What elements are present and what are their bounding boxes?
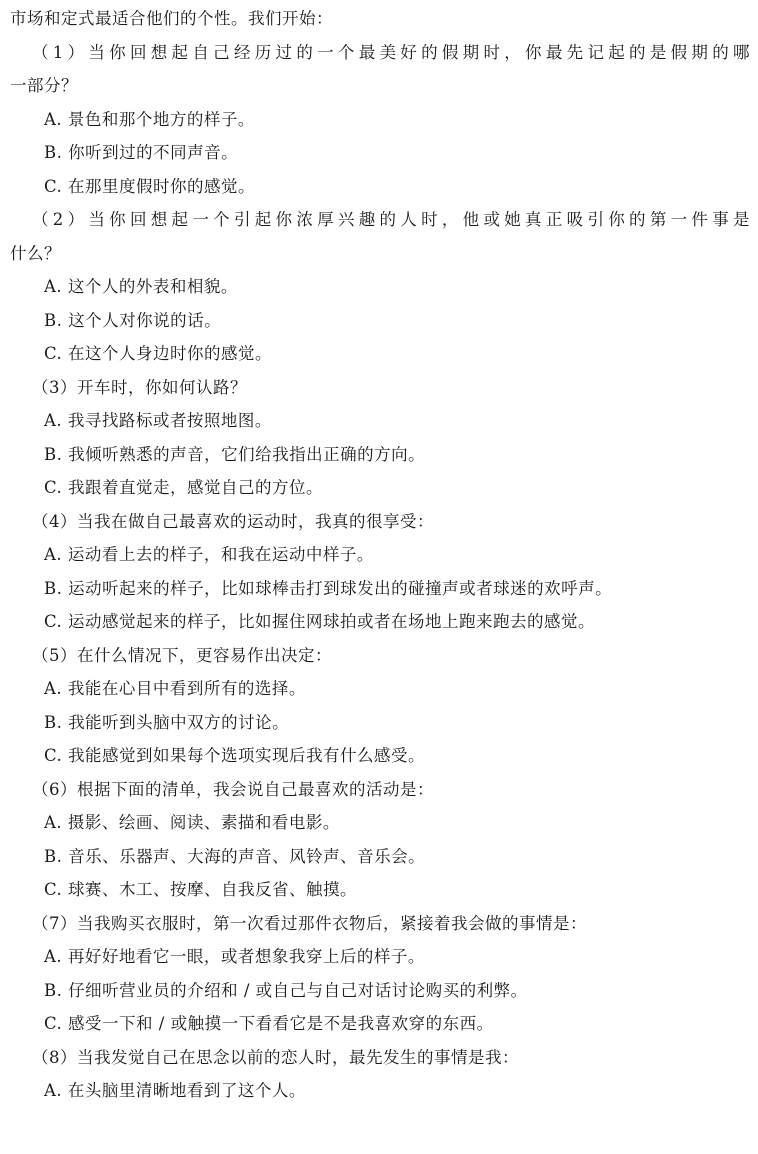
question-1-line-1: （1）当你回想起自己经历过的一个最美好的假期时，你最先记起的是假期的哪 [32, 42, 750, 62]
question-2-line-2: 什么？ [10, 243, 61, 263]
question-4-option-a: A. 运动看上去的样子，和我在运动中样子。 [44, 545, 374, 564]
question-7-option-a: A. 再好好地看它一眼，或者想象我穿上后的样子。 [44, 947, 425, 966]
question-3-option-c: C. 我跟着直觉走，感觉自己的方位。 [44, 478, 324, 497]
question-6-line-1: （6）根据下面的清单，我会说自己最喜欢的活动是： [32, 779, 434, 799]
question-1-line-2: 一部分？ [10, 76, 78, 95]
question-2-option-c: C. 在这个人身边时你的感觉。 [44, 344, 273, 363]
question-7-line-1: （7）当我购买衣服时，第一次看过那件衣物后，紧接着我会做的事情是： [32, 913, 587, 933]
question-5-option-b: B. 我能听到头脑中双方的讨论。 [44, 712, 290, 732]
question-4-option-b: B. 运动听起来的样子，比如球棒击打到球发出的碰撞声或者球迷的欢呼声。 [44, 578, 613, 598]
question-4-line-1: （4）当我在做自己最喜欢的运动时，我真的很享受： [32, 511, 434, 531]
question-6-option-a: A. 摄影、绘画、阅读、素描和看电影。 [44, 813, 340, 832]
question-1-option-a: A. 景色和那个地方的样子。 [44, 109, 255, 129]
question-7-option-c: C. 感受一下和 / 或触摸一下看看它是不是我喜欢穿的东西。 [44, 1014, 494, 1033]
question-2-option-b: B. 这个人对你说的话。 [44, 310, 222, 330]
question-4-option-c: C. 运动感觉起来的样子，比如握住网球拍或者在场地上跑来跑去的感觉。 [44, 612, 596, 631]
question-6-option-b: B. 音乐、乐器声、大海的声音、风铃声、音乐会。 [44, 846, 426, 866]
question-3-option-a: A. 我寻找路标或者按照地图。 [44, 411, 272, 430]
question-8-option-a: A. 在头脑里清晰地看到了这个人。 [44, 1081, 306, 1100]
question-5-line-1: （5）在什么情况下，更容易作出决定： [32, 645, 332, 665]
question-5-option-c: C. 我能感觉到如果每个选项实现后我有什么感受。 [44, 746, 426, 765]
question-2-line-1: （2）当你回想起一个引起你浓厚兴趣的人时，他或她真正吸引你的第一件事是 [32, 210, 750, 229]
question-7-option-b: B. 仔细听营业员的介绍和 / 或自己与自己对话讨论购买的利弊。 [44, 980, 528, 1000]
question-8-line-1: （8）当我发觉自己在思念以前的恋人时，最先发生的事情是我： [32, 1047, 519, 1067]
question-3-line-1: （3）开车时，你如何认路？ [32, 377, 247, 397]
question-1-option-b: B. 你听到过的不同声音。 [44, 143, 239, 162]
question-2-option-a: A. 这个人的外表和相貌。 [44, 277, 238, 296]
question-3-option-b: B. 我倾听熟悉的声音，它们给我指出正确的方向。 [44, 444, 426, 464]
intro-line: 市场和定式最适合他们的个性。我们开始： [10, 9, 333, 28]
question-1-option-c: C. 在那里度假时你的感觉。 [44, 176, 256, 196]
question-6-option-c: C. 球赛、木工、按摩、自我反省、触摸。 [44, 880, 358, 899]
question-5-option-a: A. 我能在心目中看到所有的选择。 [44, 679, 306, 698]
